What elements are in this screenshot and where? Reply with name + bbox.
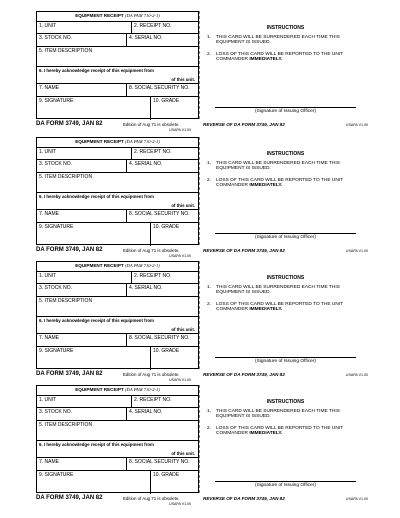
issuing-officer-signature-line[interactable]: [215, 481, 356, 482]
reverse-form-number: REVERSE OF DA FORM 3749, JAN 82: [203, 248, 285, 253]
form-row-unit: [37, 272, 198, 284]
instruction-item-2: [207, 302, 366, 313]
stock-no-label: 3. STOCK NO.: [39, 285, 72, 291]
form-row-description: [37, 173, 198, 193]
acknowledge-field[interactable]: [37, 317, 198, 333]
name-field[interactable]: [37, 334, 127, 346]
form-title: [37, 262, 198, 271]
form-row-signature: [37, 97, 198, 120]
form-row-name: [37, 334, 198, 347]
form-title-row: [37, 386, 198, 396]
grade-field[interactable]: [151, 471, 198, 494]
instructions-title: INSTRUCTIONS: [266, 275, 305, 281]
form-title-pam: (DA PAM 710-2-1): [124, 387, 160, 392]
acknowledge-field[interactable]: [37, 441, 198, 457]
grade-label: 10. GRADE: [153, 472, 180, 478]
form-row-stock: [37, 284, 198, 297]
instruction-item-1: [207, 35, 366, 46]
form-title-row: [37, 12, 198, 22]
unit-field[interactable]: [37, 22, 132, 33]
instruction-item-1: [207, 161, 366, 172]
fold-line: [199, 385, 200, 493]
card-footer: [36, 121, 368, 133]
ssn-label: 8. SOCIAL SECURITY NO.: [129, 335, 190, 341]
usapa-version-reverse: USAPA V1.00: [345, 123, 368, 127]
form-row-name: [37, 458, 198, 471]
form-row-stock: [37, 408, 198, 421]
ssn-field[interactable]: [127, 210, 198, 222]
form-number: DA FORM 3749, JAN 82: [36, 247, 103, 253]
form-row-description: [37, 47, 198, 67]
item-description-field[interactable]: [37, 297, 198, 316]
instruction-item-2: [207, 426, 366, 437]
instruction-text: THIS CARD WILL BE SURRENDERED EACH TIME THIS EQUIPMENT IS ISSUED.: [216, 409, 340, 420]
unit-label: 1. UNIT: [39, 23, 57, 29]
receipt-no-field[interactable]: [132, 22, 198, 33]
form-row-name: [37, 210, 198, 223]
grade-label: 10. GRADE: [153, 224, 180, 230]
issuing-officer-signature-line[interactable]: [215, 357, 356, 358]
name-label: 7. NAME: [39, 211, 60, 217]
form-number: DA FORM 3749, JAN 82: [36, 371, 103, 377]
card-footer: [36, 371, 368, 383]
instruction-number: 2.: [207, 302, 212, 307]
fold-line: [199, 261, 200, 369]
instruction-number: 1.: [207, 285, 212, 290]
form-title-text: EQUIPMENT RECEIPT: [75, 387, 124, 392]
receipt-form: [36, 261, 199, 369]
instruction-number: 2.: [207, 426, 212, 431]
stock-no-label: 3. STOCK NO.: [39, 161, 72, 167]
form-row-signature: [37, 223, 198, 246]
serial-no-field[interactable]: [127, 160, 198, 172]
usapa-version: USAPA V1.00: [169, 502, 192, 506]
unit-field[interactable]: [37, 396, 132, 407]
instructions-panel: [203, 261, 368, 369]
acknowledge-label: 6. I hereby acknowledge receipt of this equipment from: [39, 68, 154, 73]
instruction-text: LOSS OF THIS CARD WILL BE REPORTED TO THE UNIT COMMANDER: [216, 302, 343, 313]
form-row-description: [37, 297, 198, 317]
acknowledge-label: 6. I hereby acknowledge receipt of this equipment from: [39, 194, 154, 199]
form-row-signature: [37, 347, 198, 370]
instructions-title: INSTRUCTIONS: [266, 25, 305, 31]
instruction-text: THIS CARD WILL BE SURRENDERED EACH TIME THIS EQUIPMENT IS ISSUED.: [216, 161, 340, 172]
instruction-text: LOSS OF THIS CARD WILL BE REPORTED TO THE UNIT COMMANDER: [216, 52, 343, 63]
unit-field[interactable]: [37, 148, 132, 159]
item-description-label: 5. ITEM DESCRIPTION: [39, 298, 93, 304]
usapa-version: USAPA V1.00: [169, 378, 192, 382]
signature-field[interactable]: [37, 347, 151, 370]
instructions-title: INSTRUCTIONS: [266, 399, 305, 405]
ssn-label: 8. SOCIAL SECURITY NO.: [129, 211, 190, 217]
form-row-unit: [37, 396, 198, 408]
usapa-version: USAPA V1.00: [169, 128, 192, 132]
form-title-pam: (DA PAM 710-2-1): [124, 13, 160, 18]
receipt-form: [36, 11, 199, 119]
issuing-officer-caption: (Signature of Issuing Officer): [255, 235, 316, 240]
edition-note: Edition of Aug 71 is obsolete.: [123, 122, 180, 127]
form-title-text: EQUIPMENT RECEIPT: [75, 13, 124, 18]
edition-note: Edition of Aug 71 is obsolete.: [123, 372, 180, 377]
grade-field[interactable]: [151, 347, 198, 370]
ssn-field[interactable]: [127, 458, 198, 470]
equipment-receipt-card: [36, 385, 368, 507]
ssn-field[interactable]: [127, 84, 198, 96]
instruction-number: 2.: [207, 52, 212, 57]
reverse-form-number: REVERSE OF DA FORM 3749, JAN 82: [203, 122, 285, 127]
receipt-no-field[interactable]: [132, 148, 198, 159]
name-field[interactable]: [37, 458, 127, 470]
instructions-title: INSTRUCTIONS: [266, 151, 305, 157]
instruction-emphasis: IMMEDIATELY.: [249, 57, 283, 63]
edition-note: Edition of Aug 71 is obsolete.: [123, 248, 180, 253]
usapa-version-reverse: USAPA V1.00: [345, 497, 368, 501]
form-title: [37, 138, 198, 147]
instruction-text: THIS CARD WILL BE SURRENDERED EACH TIME THIS EQUIPMENT IS ISSUED.: [216, 35, 340, 46]
equipment-receipt-card: [36, 11, 368, 133]
receipt-no-label: 2. RECEIPT NO.: [134, 23, 172, 29]
instruction-item-1: [207, 285, 366, 296]
serial-no-label: 4. SERIAL NO.: [129, 409, 163, 415]
usapa-version: USAPA V1.00: [169, 254, 192, 258]
instruction-item-2: [207, 178, 366, 189]
form-row-signature: [37, 471, 198, 494]
acknowledge-label: 6. I hereby acknowledge receipt of this equipment from: [39, 318, 154, 323]
card-footer: [36, 247, 368, 259]
serial-no-field[interactable]: [127, 408, 198, 420]
acknowledge-unit-label: of this unit.: [171, 203, 195, 208]
instruction-text: THIS CARD WILL BE SURRENDERED EACH TIME THIS EQUIPMENT IS ISSUED.: [216, 285, 340, 296]
issuing-officer-signature-line[interactable]: [215, 233, 356, 234]
form-title-text: EQUIPMENT RECEIPT: [75, 263, 124, 268]
form-row-unit: [37, 22, 198, 34]
name-label: 7. NAME: [39, 85, 60, 91]
instructions-panel: [203, 385, 368, 493]
fold-line: [199, 137, 200, 245]
name-label: 7. NAME: [39, 459, 60, 465]
form-title: [37, 386, 198, 395]
unit-label: 1. UNIT: [39, 273, 57, 279]
form-row-stock: [37, 34, 198, 47]
grade-field[interactable]: [151, 223, 198, 246]
instruction-number: 1.: [207, 161, 212, 166]
issuing-officer-caption: (Signature of Issuing Officer): [255, 483, 316, 488]
signature-field[interactable]: [37, 223, 151, 246]
edition-note: Edition of Aug 71 is obsolete.: [123, 496, 180, 501]
form-row-unit: [37, 148, 198, 160]
instruction-number: 2.: [207, 178, 212, 183]
serial-no-field[interactable]: [127, 284, 198, 296]
receipt-no-field[interactable]: [132, 272, 198, 283]
fold-line: [199, 11, 200, 119]
instruction-text: LOSS OF THIS CARD WILL BE REPORTED TO THE UNIT COMMANDER: [216, 178, 343, 189]
acknowledge-field[interactable]: [37, 193, 198, 209]
form-title-pam: (DA PAM 710-2-1): [124, 139, 160, 144]
ssn-field[interactable]: [127, 334, 198, 346]
signature-label: 9. SIGNATURE: [39, 224, 74, 230]
instruction-emphasis: IMMEDIATELY.: [249, 431, 283, 437]
name-label: 7. NAME: [39, 335, 60, 341]
signature-label: 9. SIGNATURE: [39, 98, 74, 104]
ssn-label: 8. SOCIAL SECURITY NO.: [129, 85, 190, 91]
form-title: [37, 12, 198, 21]
form-title-pam: (DA PAM 710-2-1): [124, 263, 160, 268]
receipt-no-label: 2. RECEIPT NO.: [134, 397, 172, 403]
item-description-label: 5. ITEM DESCRIPTION: [39, 422, 93, 428]
form-row-stock: [37, 160, 198, 173]
stock-no-field[interactable]: [37, 160, 127, 172]
grade-label: 10. GRADE: [153, 98, 180, 104]
reverse-form-number: REVERSE OF DA FORM 3749, JAN 82: [203, 496, 285, 501]
acknowledge-label: 6. I hereby acknowledge receipt of this equipment from: [39, 442, 154, 447]
form-title-row: [37, 138, 198, 148]
item-description-field[interactable]: [37, 421, 198, 440]
signature-field[interactable]: [37, 471, 151, 494]
grade-field[interactable]: [151, 97, 198, 120]
equipment-receipt-card: [36, 137, 368, 259]
acknowledge-unit-label: of this unit.: [171, 77, 195, 82]
receipt-no-label: 2. RECEIPT NO.: [134, 273, 172, 279]
form-row-acknowledge: [37, 67, 198, 84]
instruction-text: LOSS OF THIS CARD WILL BE REPORTED TO THE UNIT COMMANDER: [216, 426, 343, 437]
form-number: DA FORM 3749, JAN 82: [36, 121, 103, 127]
acknowledge-field[interactable]: [37, 67, 198, 83]
acknowledge-unit-label: of this unit.: [171, 451, 195, 456]
item-description-field[interactable]: [37, 47, 198, 66]
reverse-form-number: REVERSE OF DA FORM 3749, JAN 82: [203, 372, 285, 377]
instructions-panel: [203, 11, 368, 119]
stock-no-field[interactable]: [37, 284, 127, 296]
issuing-officer-signature-line[interactable]: [215, 107, 356, 108]
stock-no-label: 3. STOCK NO.: [39, 409, 72, 415]
form-title-row: [37, 262, 198, 272]
card-footer: [36, 495, 368, 507]
acknowledge-unit-label: of this unit.: [171, 327, 195, 332]
stock-no-field[interactable]: [37, 408, 127, 420]
item-description-label: 5. ITEM DESCRIPTION: [39, 174, 93, 180]
ssn-label: 8. SOCIAL SECURITY NO.: [129, 459, 190, 465]
issuing-officer-caption: (Signature of Issuing Officer): [255, 109, 316, 114]
usapa-version-reverse: USAPA V1.00: [345, 373, 368, 377]
form-row-acknowledge: [37, 441, 198, 458]
serial-no-label: 4. SERIAL NO.: [129, 161, 163, 167]
stock-no-label: 3. STOCK NO.: [39, 35, 72, 41]
issuing-officer-caption: (Signature of Issuing Officer): [255, 359, 316, 364]
instruction-emphasis: IMMEDIATELY.: [249, 183, 283, 189]
instruction-number: 1.: [207, 409, 212, 414]
instruction-number: 1.: [207, 35, 212, 40]
form-number: DA FORM 3749, JAN 82: [36, 495, 103, 501]
instructions-panel: [203, 137, 368, 245]
stock-no-field[interactable]: [37, 34, 127, 46]
receipt-form: [36, 385, 199, 493]
unit-label: 1. UNIT: [39, 149, 57, 155]
usapa-version-reverse: USAPA V1.00: [345, 249, 368, 253]
serial-no-label: 4. SERIAL NO.: [129, 35, 163, 41]
signature-label: 9. SIGNATURE: [39, 348, 74, 354]
name-field[interactable]: [37, 84, 127, 96]
form-row-acknowledge: [37, 193, 198, 210]
grade-label: 10. GRADE: [153, 348, 180, 354]
name-field[interactable]: [37, 210, 127, 222]
item-description-field[interactable]: [37, 173, 198, 192]
receipt-no-label: 2. RECEIPT NO.: [134, 149, 172, 155]
instruction-item-1: [207, 409, 366, 420]
receipt-form: [36, 137, 199, 245]
serial-no-label: 4. SERIAL NO.: [129, 285, 163, 291]
unit-label: 1. UNIT: [39, 397, 57, 403]
signature-field[interactable]: [37, 97, 151, 120]
form-row-acknowledge: [37, 317, 198, 334]
signature-label: 9. SIGNATURE: [39, 472, 74, 478]
receipt-no-field[interactable]: [132, 396, 198, 407]
instruction-item-2: [207, 52, 366, 63]
instruction-emphasis: IMMEDIATELY.: [249, 307, 283, 313]
form-title-text: EQUIPMENT RECEIPT: [75, 139, 124, 144]
serial-no-field[interactable]: [127, 34, 198, 46]
form-row-name: [37, 84, 198, 97]
equipment-receipt-card: [36, 261, 368, 383]
unit-field[interactable]: [37, 272, 132, 283]
form-row-description: [37, 421, 198, 441]
item-description-label: 5. ITEM DESCRIPTION: [39, 48, 93, 54]
